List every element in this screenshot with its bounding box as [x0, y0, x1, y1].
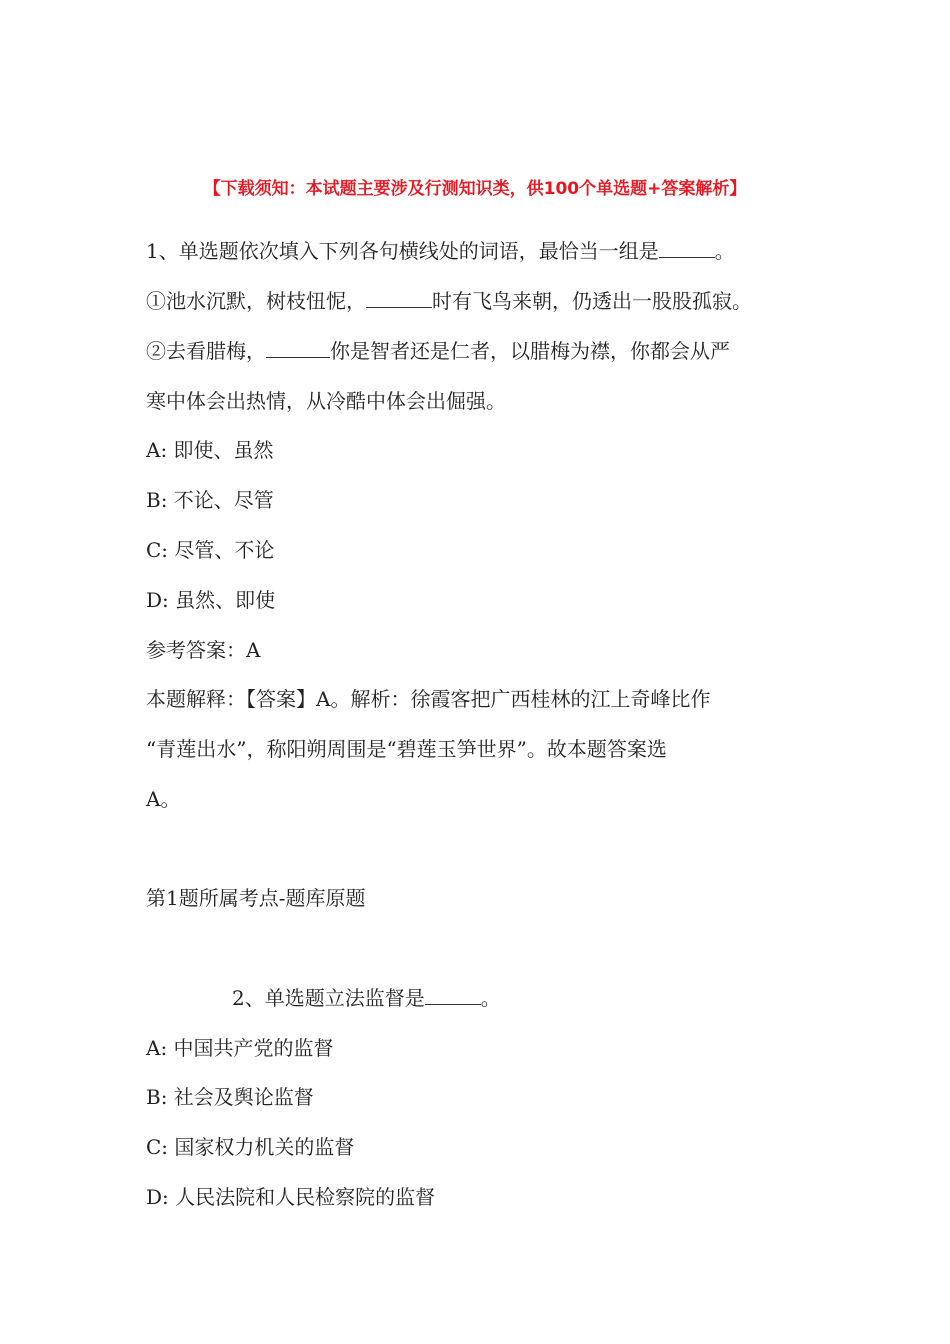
q1-explanation-line-3: A。 [146, 787, 181, 811]
q2-option-d: D: 人民法院和人民检察院的监督 [146, 1185, 436, 1209]
q1-explanation-line-1: 本题解释：【答案】A。解析：徐霞客把广西桂林的江上奇峰比作 [146, 687, 711, 711]
answer-blank [266, 357, 330, 358]
q1-stem-end: 。 [714, 239, 735, 263]
q1-stem-text: 1、单选题依次填入下列各句横线处的词语，最恰当一组是 [146, 239, 659, 263]
q2-option-a: A: 中国共产党的监督 [146, 1036, 334, 1060]
q1-sentence-1 [146, 291, 752, 311]
q1-option-b: B: 不论、尽管 [146, 488, 274, 512]
q1-explanation-line-2: “青莲出水”，称阳朔周围是“碧莲玉笋世界”。故本题答案选 [146, 737, 667, 761]
q1-topic: 第1题所属考点-题库原题 [146, 886, 366, 910]
q1-option-a: A: 即使、虽然 [146, 438, 274, 462]
q1-sentence-1-start: ①池水沉默，树枝忸怩， [146, 289, 366, 313]
q1-stem [146, 241, 735, 261]
answer-blank [366, 307, 432, 308]
q2-stem-end: 。 [480, 986, 501, 1010]
q2-stem [232, 988, 501, 1008]
q1-answer: 参考答案：A [146, 638, 261, 662]
answer-blank [659, 257, 715, 258]
q1-sentence-2-end: 你是智者还是仁者，以腊梅为襟，你都会从严 [330, 339, 730, 363]
q1-option-c: C: 尽管、不论 [146, 538, 275, 562]
q1-sentence-1-end: 时有飞鸟来朝，仍透出一股股孤寂。 [432, 289, 752, 313]
q2-option-b: B: 社会及舆论监督 [146, 1085, 314, 1109]
download-notice: 【下载须知：本试题主要涉及行测知识类，供100个单选题+答案解析】 [203, 179, 747, 199]
q1-sentence-2 [146, 341, 730, 361]
q1-sentence-2-continued: 寒中体会出热情，从冷酷中体会出倔强。 [146, 389, 506, 413]
q1-sentence-2-start: ②去看腊梅， [146, 339, 266, 363]
q2-stem-text: 2、单选题立法监督是 [232, 986, 425, 1010]
q1-option-d: D: 虽然、即使 [146, 588, 276, 612]
answer-blank [425, 1004, 481, 1005]
q2-option-c: C: 国家权力机关的监督 [146, 1135, 355, 1159]
